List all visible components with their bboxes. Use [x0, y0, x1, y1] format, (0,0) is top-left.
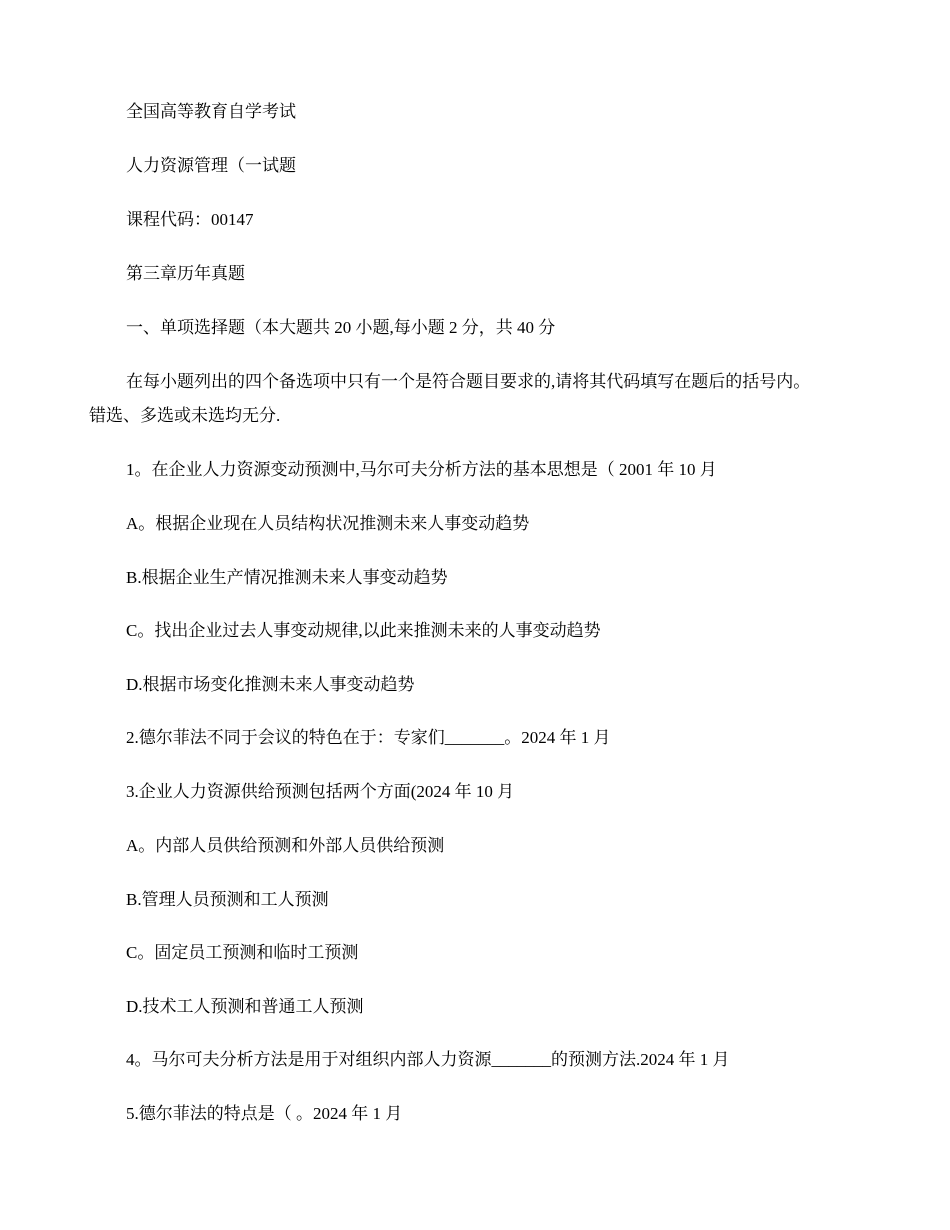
exam-name: 全国高等教育自学考试: [126, 102, 296, 121]
question-5-stem: 5.德尔菲法的特点是（ 。2024 年 1 月: [126, 1104, 403, 1123]
course-code: 课程代码：00147: [126, 210, 254, 229]
subject-title: 人力资源管理（一试题: [126, 156, 296, 175]
question-3-option-b: B.管理人员预测和工人预测: [126, 890, 329, 909]
question-1-option-a: A。根据企业现在人员结构状况推测未来人事变动趋势: [126, 514, 530, 533]
instructions-line-1: 在每小题列出的四个备选项中只有一个是符合题目要求的,请将其代码填写在题后的括号内。: [126, 372, 811, 391]
question-3-option-a: A。内部人员供给预测和外部人员供给预测: [126, 836, 445, 855]
question-1-option-b: B.根据企业生产情况推测未来人事变动趋势: [126, 568, 448, 587]
question-2-stem: 2.德尔菲法不同于会议的特色在于：专家们_______。2024 年 1 月: [126, 728, 611, 747]
question-3-stem: 3.企业人力资源供给预测包括两个方面(2024 年 10 月: [126, 782, 515, 801]
chapter-title: 第三章历年真题: [126, 264, 245, 283]
section-heading: 一、单项选择题（本大题共 20 小题,每小题 2 分，共 40 分: [126, 318, 556, 337]
question-3-option-c: C。固定员工预测和临时工预测: [126, 943, 359, 962]
question-1-option-c: C。找出企业过去人事变动规律,以此来推测未来的人事变动趋势: [126, 621, 601, 640]
question-1-stem: 1。在企业人力资源变动预测中,马尔可夫分析方法的基本思想是（ 2001 年 10 月: [126, 460, 717, 479]
instructions-line-2: 错选、多选或未选均无分.: [89, 406, 281, 425]
question-1-option-d: D.根据市场变化推测未来人事变动趋势: [126, 675, 415, 694]
question-4-stem: 4。马尔可夫分析方法是用于对组织内部人力资源_______的预测方法.2024 年 1 月: [126, 1050, 730, 1069]
question-3-option-d: D.技术工人预测和普通工人预测: [126, 997, 364, 1016]
